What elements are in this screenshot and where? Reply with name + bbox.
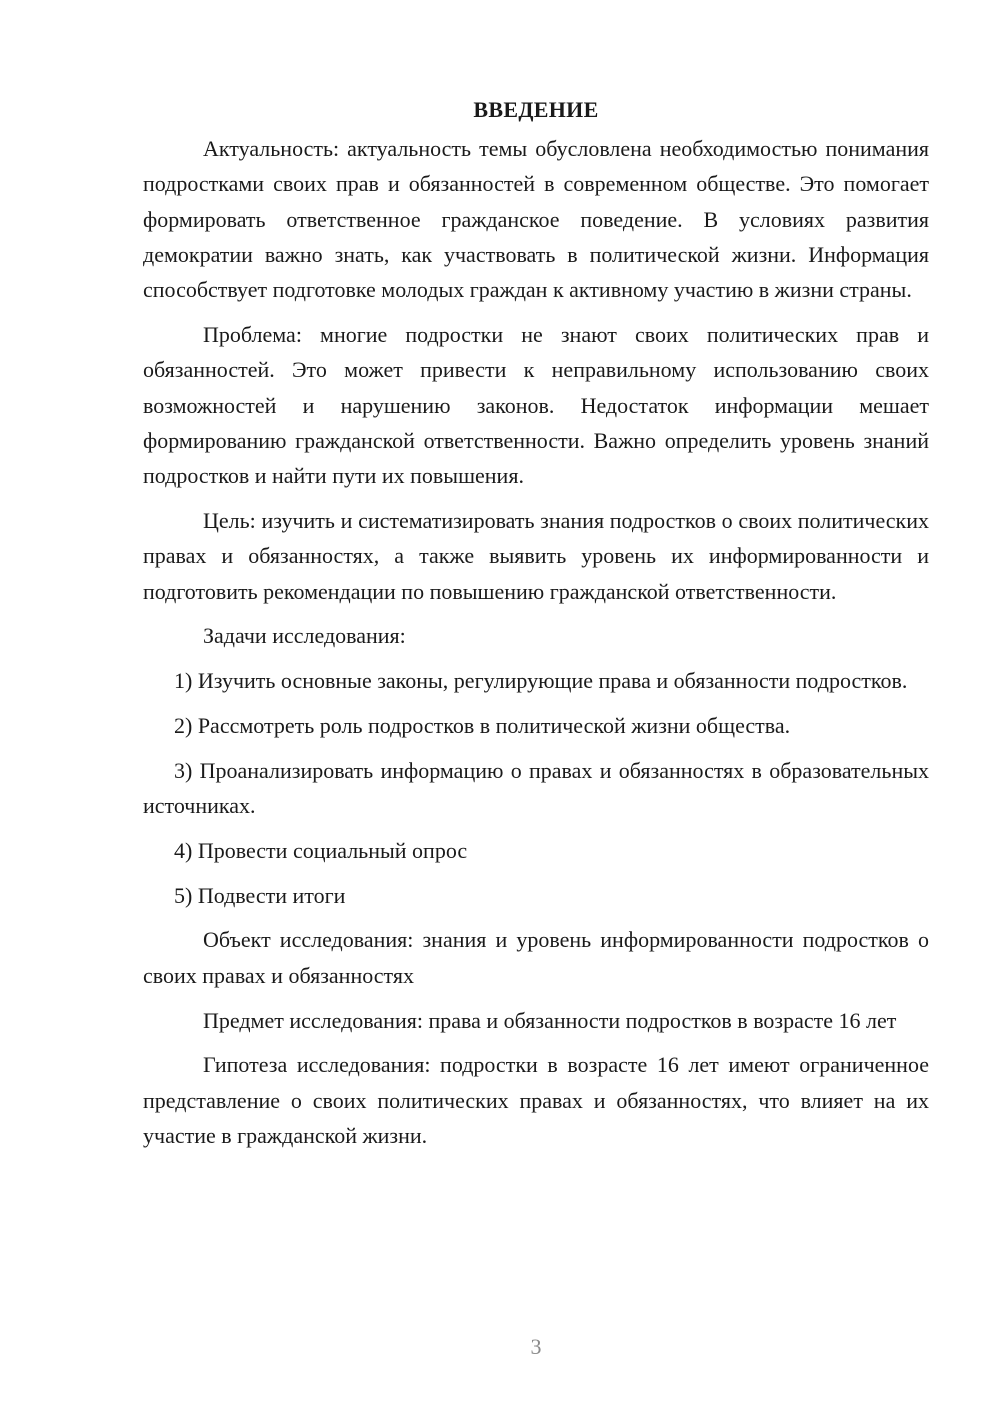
paragraph-goal: Цель: изучить и систематизировать знания подростков о своих политических правах и обязанностях, а также выявить уровень их информированности и подготовить рекомендации по повышению гражданской ответственности. [143, 507, 929, 604]
list-item: 3) Проанализировать информацию о правах и обязанностях в образовательных источниках. [143, 757, 929, 819]
tasks-heading: Задачи исследования: [203, 623, 406, 649]
list-item: 4) Провести социальный опрос [174, 837, 468, 863]
paragraph-problem: Проблема: многие подростки не знают своих политических прав и обязанностей. Это может привести к неправильному использованию своих возможностей и нарушению законов. Недостаток информации мешает формированию гражданской ответственности. Важно определить уровень знаний подростков и найти пути их повышения. [143, 321, 929, 489]
tasks-list [143, 663, 929, 913]
page-number: 3 [530, 1334, 542, 1359]
document-page [143, 92, 929, 1163]
paragraph-object: Объект исследования: знания и уровень информированности подростков о своих правах и обязанностях [143, 927, 929, 988]
list-item: 5) Подвести итоги [174, 882, 346, 908]
list-item: 1) Изучить основные законы, регулирующие права и обязанности подростков. [174, 668, 908, 694]
list-item: 2) Рассмотреть роль подростков в политической жизни общества. [174, 712, 791, 738]
paragraph-hypothesis: Гипотеза исследования: подростки в возрасте 16 лет имеют ограниченное представление о своих политических правах и обязанностях, что влияет на их участие в гражданской жизни. [143, 1052, 929, 1148]
paragraph-subject: Предмет исследования: права и обязанности подростков в возрасте 16 лет [203, 1007, 897, 1033]
page-title: ВВЕДЕНИЕ [473, 97, 599, 122]
paragraph-relevance: Актуальность: актуальность темы обусловлена необходимостью понимания подростками своих прав и обязанностей в современном обществе. Это помогает формировать ответственное гражданское поведение. В условиях развития демократии важно знать, как участвовать в политической жизни. Информация способствует подготовке молодых граждан к активному участию в жизни страны. [143, 136, 929, 303]
